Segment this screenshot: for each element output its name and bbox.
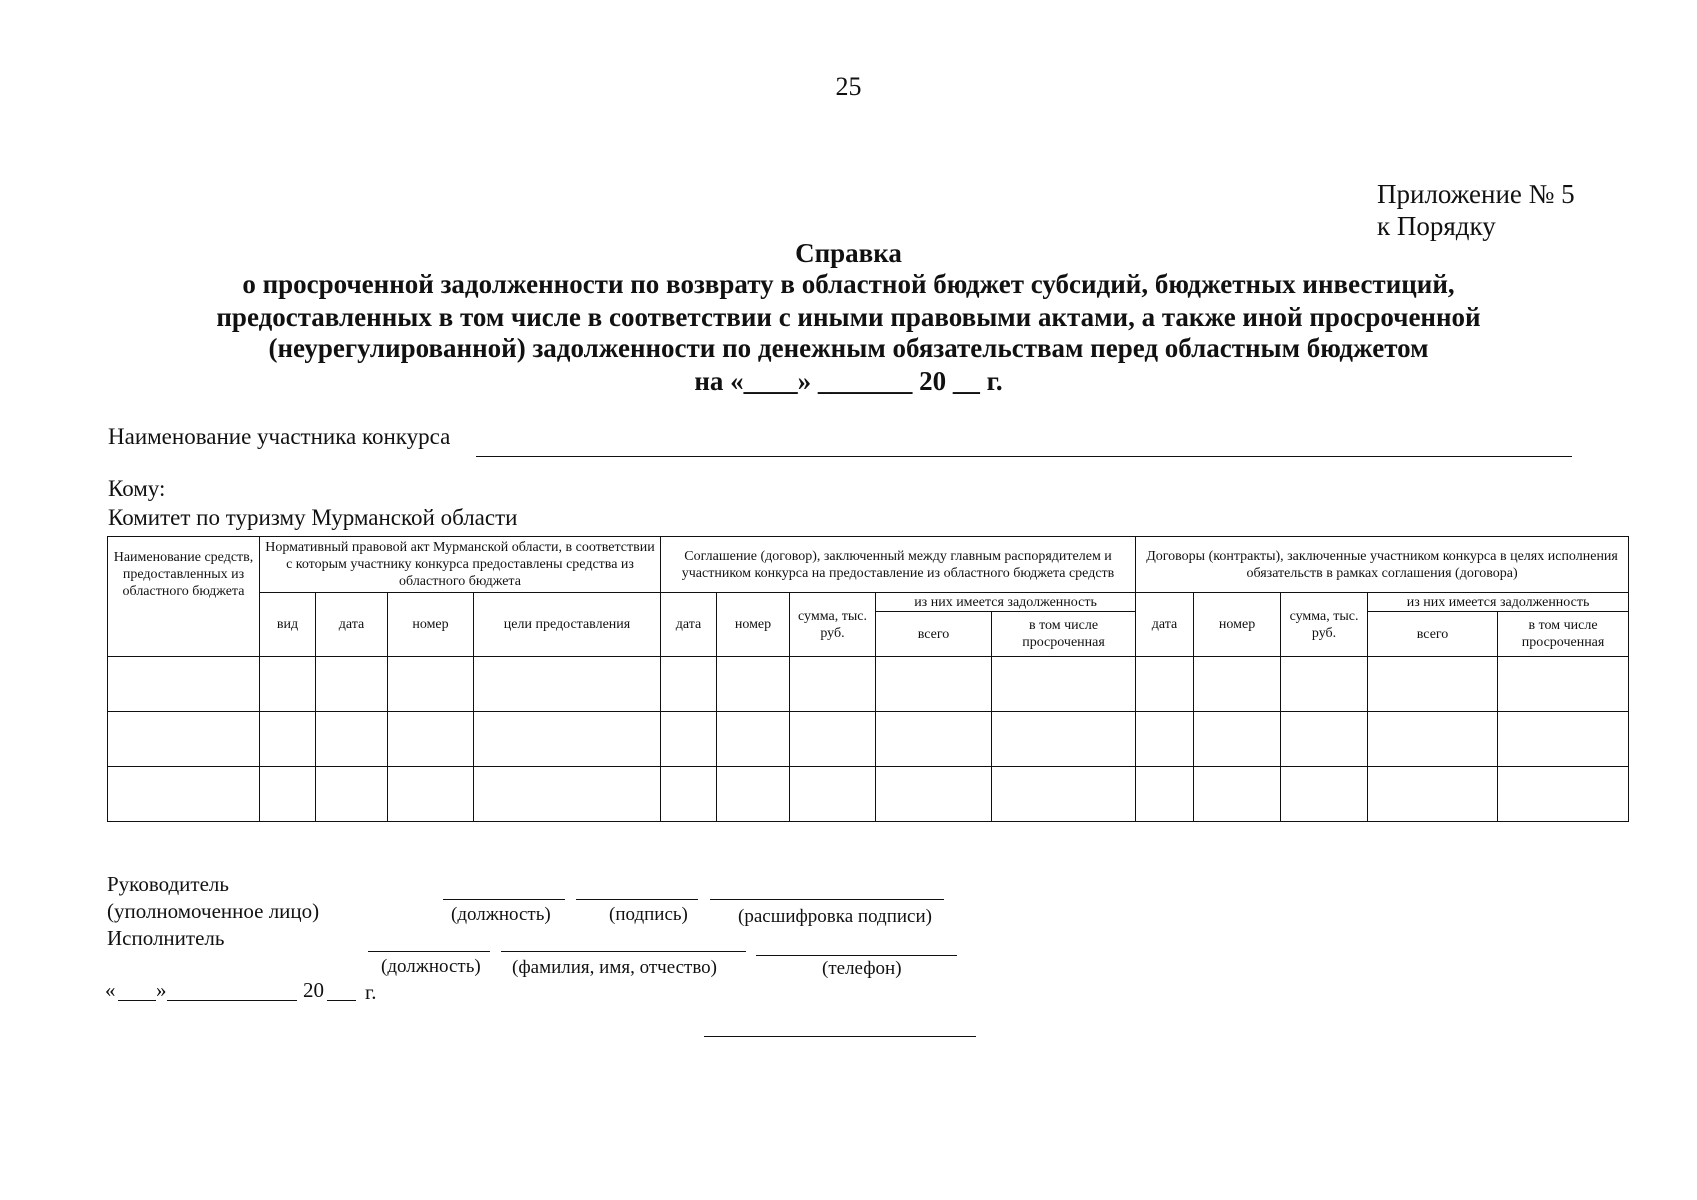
date-year-prefix: 20	[303, 978, 324, 1002]
header-agreement-date: дата	[661, 593, 717, 657]
header-agreement-debt-overdue: в том числе просроченная	[992, 612, 1136, 657]
table-cell[interactable]	[474, 767, 661, 822]
caption-decoding: (расшифровка подписи)	[738, 906, 932, 927]
header-act-type: вид	[260, 593, 316, 657]
table-row	[108, 712, 1629, 767]
table-cell[interactable]	[388, 767, 474, 822]
recipient-value: Комитет по туризму Мурманской области	[108, 505, 518, 530]
table-cell[interactable]	[661, 712, 717, 767]
table-cell[interactable]	[876, 657, 992, 712]
header-contract-debt-overdue: в том числе просроченная	[1498, 612, 1629, 657]
table-cell[interactable]	[992, 657, 1136, 712]
table-cell[interactable]	[1368, 712, 1498, 767]
head-decoding-line	[710, 899, 944, 900]
table-cell[interactable]	[1498, 767, 1629, 822]
page-number: 25	[835, 72, 862, 101]
header-agreement-debt-total: всего	[876, 612, 992, 657]
title-date-line: на «____» _______ 20 __ г.	[694, 366, 1003, 396]
header-contracts: Договоры (контракты), заключенные участником конкурса в целях исполнения обязательств в рамках соглашения (договора)	[1136, 537, 1629, 593]
table-cell[interactable]	[1281, 712, 1368, 767]
title-line-1: о просроченной задолженности по возврату в областной бюджет субсидий, бюджетных инвестиций,	[242, 269, 1455, 299]
table-cell[interactable]	[260, 767, 316, 822]
table-cell[interactable]	[1281, 657, 1368, 712]
title-line-2: предоставленных в том числе в соответствии с иными правовыми актами, а также иной просроченной	[216, 302, 1481, 332]
table-cell[interactable]	[876, 712, 992, 767]
document-heading: Справка	[795, 238, 902, 268]
appendix-line-1: Приложение № 5	[1377, 179, 1575, 209]
table-cell[interactable]	[992, 712, 1136, 767]
table-cell[interactable]	[717, 712, 790, 767]
table-row	[108, 657, 1629, 712]
appendix-line-2: к Порядку	[1377, 211, 1496, 241]
title-line-3: (неурегулированной) задолженности по денежным обязательствам перед областным бюджетом	[268, 333, 1429, 363]
table-cell[interactable]	[1194, 657, 1281, 712]
header-contract-sum: сумма, тыс. руб.	[1281, 593, 1368, 657]
recipient-label: Кому:	[108, 476, 166, 501]
head-signature-line	[576, 899, 698, 900]
header-contract-number: номер	[1194, 593, 1281, 657]
table-cell[interactable]	[790, 767, 876, 822]
header-contract-debt: из них имеется задолженность	[1368, 593, 1629, 612]
executor-phone-line	[756, 955, 957, 956]
table-cell[interactable]	[388, 712, 474, 767]
caption-executor-position: (должность)	[381, 956, 481, 977]
header-agreement: Соглашение (договор), заключенный между главным распорядителем и участником конкурса на предоставление из областного бюджета средств	[661, 537, 1136, 593]
table-cell[interactable]	[474, 657, 661, 712]
header-legal-act: Нормативный правовой акт Мурманской области, в соответствии с которым участнику конкурса предоставлены средства из областного бюджета	[260, 537, 661, 593]
table-cell[interactable]	[661, 767, 717, 822]
table-cell[interactable]	[1194, 767, 1281, 822]
table-cell[interactable]	[790, 657, 876, 712]
table-cell[interactable]	[661, 657, 717, 712]
table-cell[interactable]	[260, 712, 316, 767]
bottom-rule	[704, 1036, 976, 1037]
caption-executor-phone: (телефон)	[822, 958, 902, 979]
table-cell[interactable]	[1498, 657, 1629, 712]
table-cell[interactable]	[388, 657, 474, 712]
table-cell[interactable]	[717, 767, 790, 822]
header-agreement-number: номер	[717, 593, 790, 657]
table-cell[interactable]	[1368, 657, 1498, 712]
header-act-date: дата	[316, 593, 388, 657]
table-cell[interactable]	[316, 657, 388, 712]
executor-label: Исполнитель	[107, 926, 225, 950]
table-cell[interactable]	[108, 657, 260, 712]
date-quote-close: »	[156, 978, 167, 1002]
table-cell[interactable]	[108, 712, 260, 767]
table-cell[interactable]	[992, 767, 1136, 822]
table-cell[interactable]	[1368, 767, 1498, 822]
table-cell[interactable]	[474, 712, 661, 767]
header-contract-debt-total: всего	[1368, 612, 1498, 657]
date-month-line	[167, 1000, 297, 1001]
table-cell[interactable]	[717, 657, 790, 712]
table-cell[interactable]	[1194, 712, 1281, 767]
table-cell[interactable]	[260, 657, 316, 712]
table-cell[interactable]	[1136, 712, 1194, 767]
table-cell[interactable]	[1136, 657, 1194, 712]
executor-position-line	[368, 951, 490, 952]
executor-name-line	[501, 951, 746, 952]
caption-executor-name: (фамилия, имя, отчество)	[512, 957, 718, 978]
table-cell[interactable]	[1136, 767, 1194, 822]
table-row	[108, 767, 1629, 822]
appendix-note	[1377, 178, 1575, 242]
header-act-purpose: цели предоставления	[474, 593, 661, 657]
table-cell[interactable]	[108, 767, 260, 822]
table-cell[interactable]	[1281, 767, 1368, 822]
table-cell[interactable]	[1498, 712, 1629, 767]
date-quote-open: «	[105, 978, 116, 1002]
head-label: Руководитель	[107, 872, 229, 896]
header-agreement-sum: сумма, тыс. руб.	[790, 593, 876, 657]
table-cell[interactable]	[876, 767, 992, 822]
debt-table	[107, 536, 1629, 822]
header-act-number: номер	[388, 593, 474, 657]
participant-name-line	[476, 456, 1572, 457]
authorized-person-label: (уполномоченное лицо)	[107, 899, 320, 923]
date-year-line	[327, 1000, 356, 1001]
caption-position: (должность)	[451, 904, 551, 925]
header-agreement-debt: из них имеется задолженность	[876, 593, 1136, 612]
head-position-line	[443, 899, 565, 900]
date-day-line	[118, 1000, 156, 1001]
table-cell[interactable]	[316, 767, 388, 822]
date-year-suffix: г.	[365, 980, 377, 1004]
participant-label: Наименование участника конкурса	[108, 424, 451, 449]
header-contract-date: дата	[1136, 593, 1194, 657]
caption-signature: (подпись)	[609, 904, 688, 925]
header-funds-name: Наименование средств, предоставленных из областного бюджета	[108, 537, 260, 657]
table-cell[interactable]	[316, 712, 388, 767]
table-cell[interactable]	[790, 712, 876, 767]
